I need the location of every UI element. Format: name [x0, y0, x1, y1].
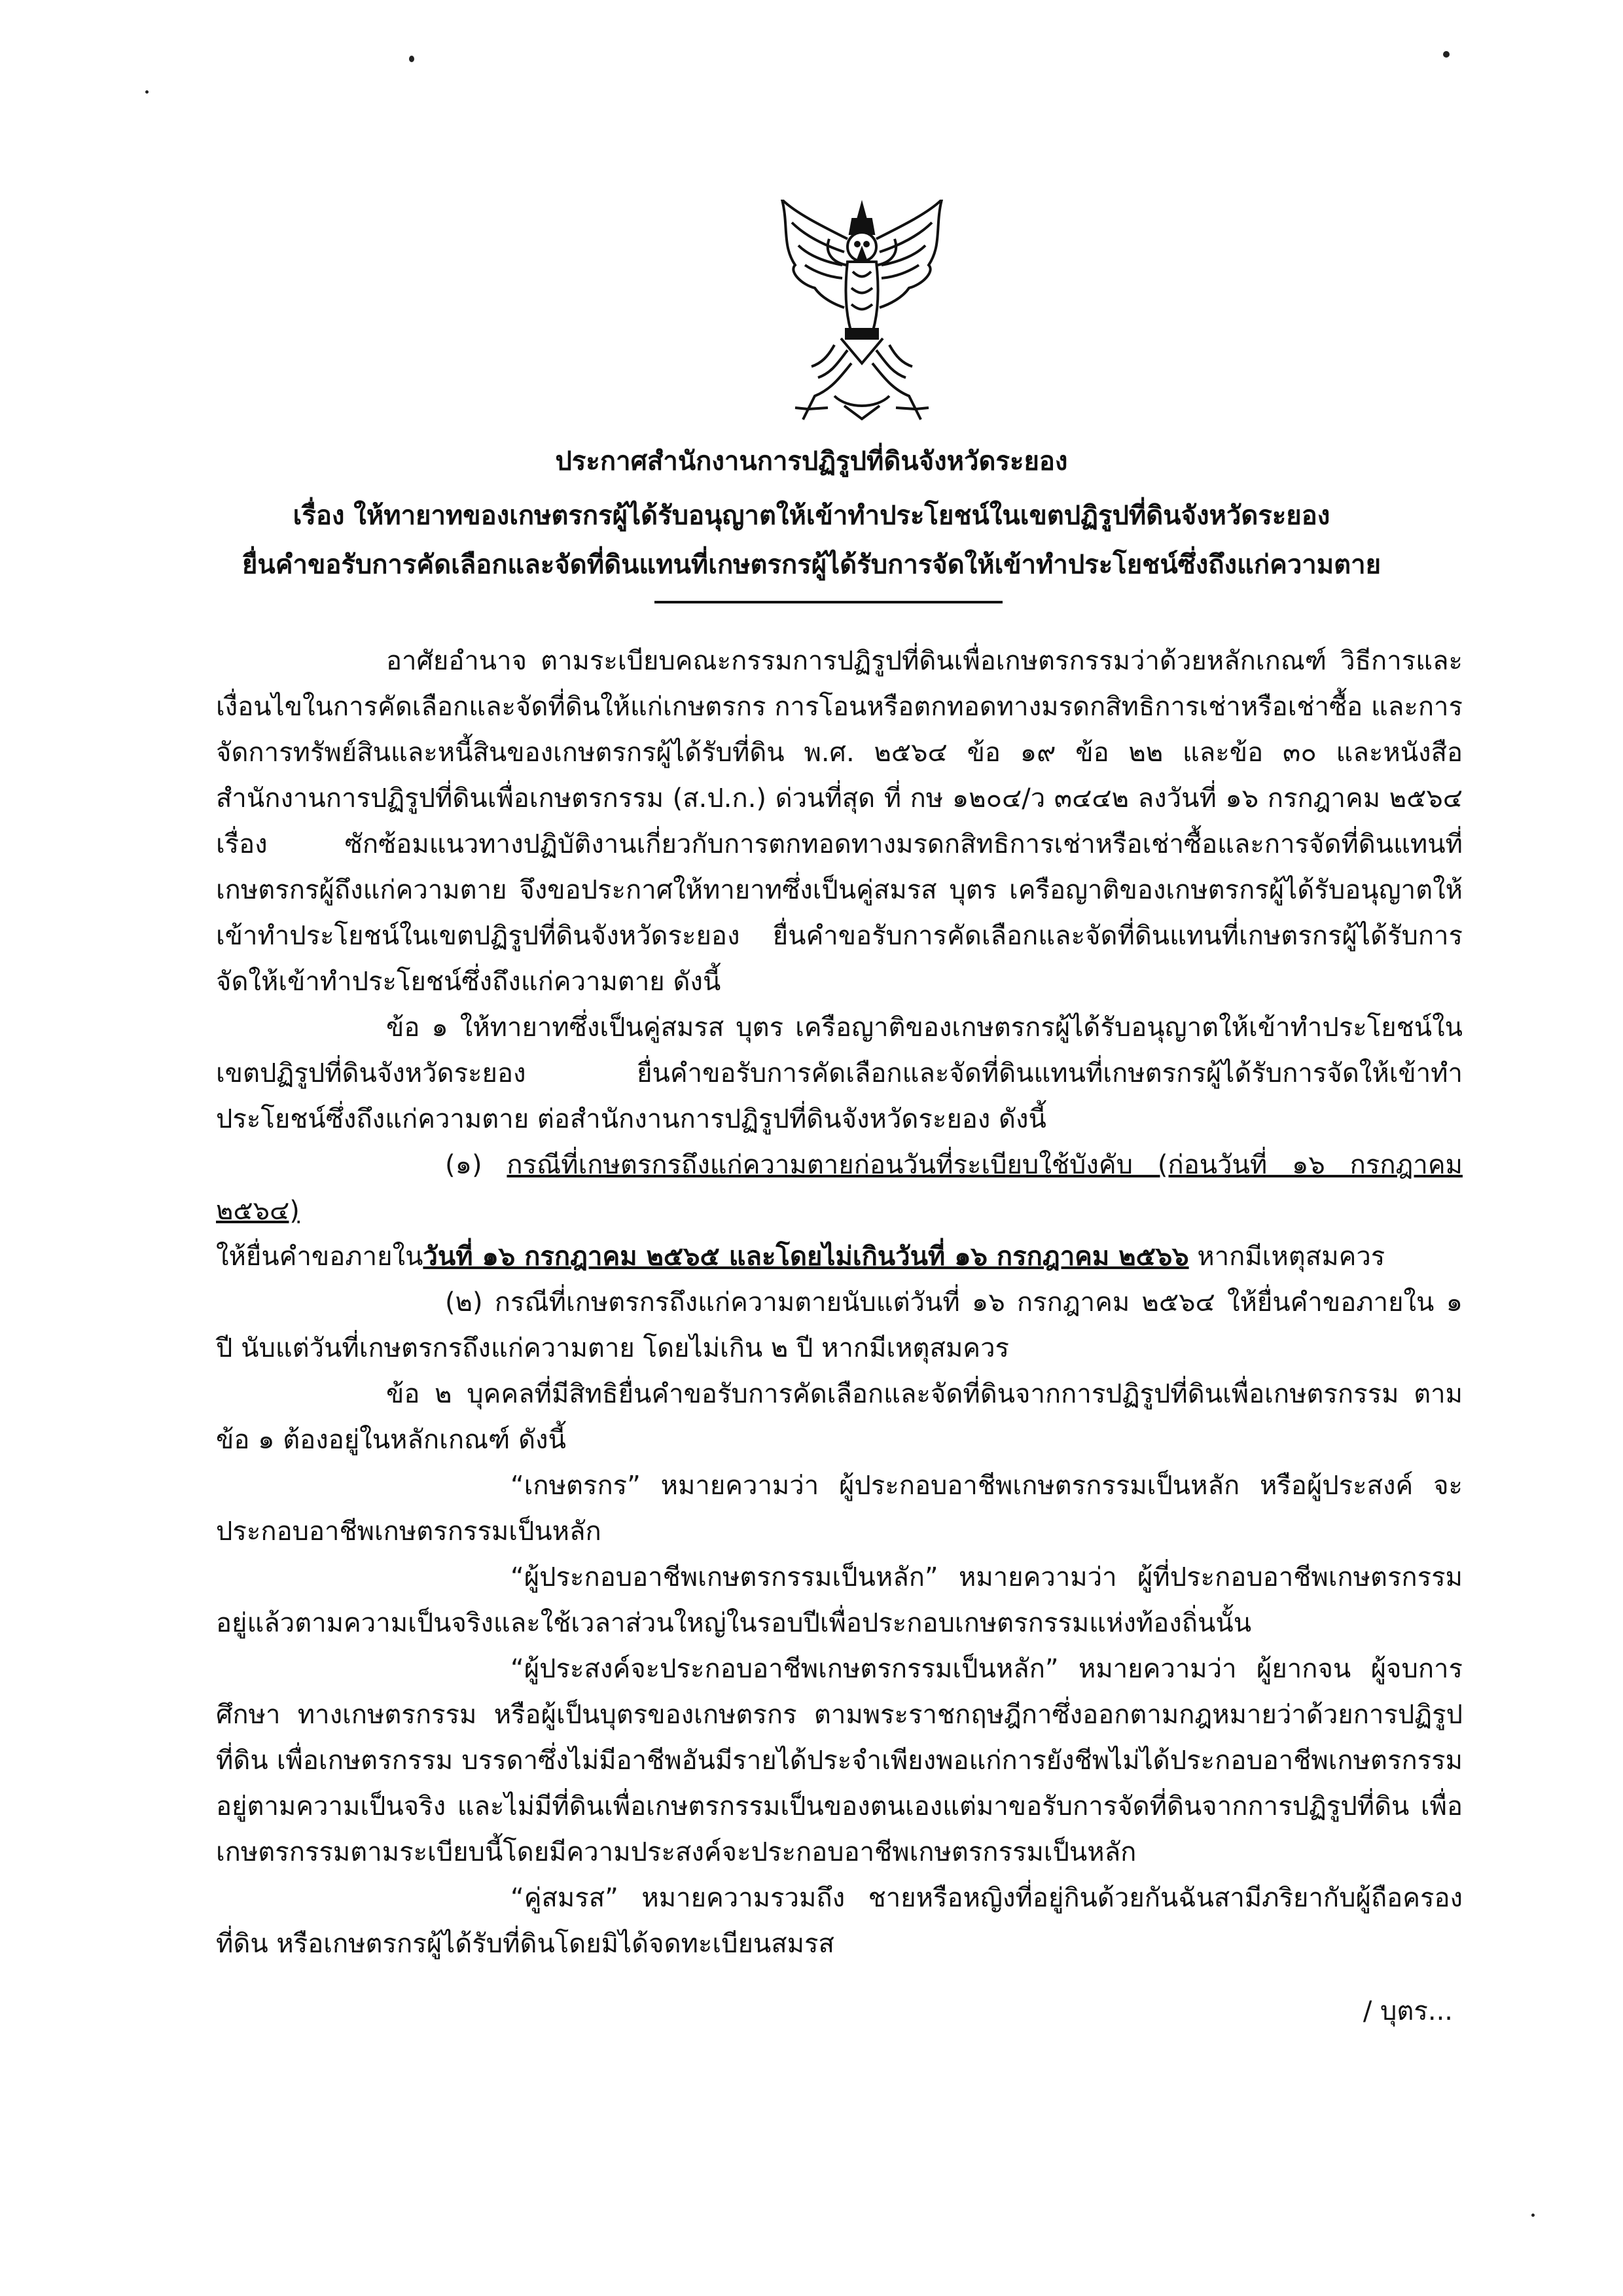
intro-paragraph: อาศัยอำนาจ ตามระเบียบคณะกรรมการปฏิรูปที่ดินเพื่อเกษตรกรรมว่าด้วยหลักเกณฑ์ วิธีการและเงื่อนไขในการคัดเลือกและจัดที่ดินให้แก่เกษตรกร การโอนหรือตกทอดทางมรดกสิทธิการเช่าหรือเช่าซื้อ และการจัดการทรัพย์สินและหนี้สินของเกษตรกรผู้ได้รับที่ดิน พ.ศ. ๒๕๖๔ ข้อ ๑๙ ข้อ ๒๒ และข้อ ๓๐ และหนังสือสำนักงานการปฏิรูปที่ดินเพื่อเกษตรกรรม (ส.ป.ก.) ด่วนที่สุด ที่ กษ ๑๒๐๔/ว ๓๔๔๒ ลงวันที่ ๑๖ กรกฎาคม ๒๕๖๔ เรื่อง ซักซ้อมแนวทางปฏิบัติงานเกี่ยวกับการตกทอดทางมรดกสิทธิการเช่าหรือเช่าซื้อและการจัดที่ดินแทนที่เกษตรกรผู้ถึงแก่ความตาย จึงขอประกาศให้ทายาทซึ่งเป็นคู่สมรส บุตร เครือญาติของเกษตรกรผู้ได้รับอนุญาตให้เข้าทำประโยชน์ในเขตปฏิรูปที่ดินจังหวัดระยอง ยื่นคำขอรับการคัดเลือกและจัดที่ดินแทนที่เกษตรกรผู้ได้รับการจัดให้เข้าทำประโยชน์ซึ่งถึงแก่ความตาย ดังนี้: [216, 646, 1463, 997]
case-1-deadline: [216, 1234, 1463, 1280]
continued-marker: / บุตร...: [1363, 1996, 1453, 2026]
scan-speck: [145, 90, 149, 94]
announcement-subject: เรื่อง ให้ทายาทของเกษตรกรผู้ได้รับอนุญาตให้เข้าทำประโยชน์ในเขตปฏิรูปที่ดินจังหวัดระยอง: [293, 501, 1330, 531]
title-divider: [654, 601, 1003, 603]
definition-intended-farmer: “ผู้ประสงค์จะประกอบอาชีพเกษตรกรรมเป็นหลัก” หมายความว่า ผู้ยากจน ผู้จบการศึกษา ทางเกษตรกรรม หรือผู้เป็นบุตรของเกษตรกร ตามพระราชกฤษฎีกาซึ่งออกตามกฎหมายว่าด้วยการปฏิรูปที่ดิน เพื่อเกษตรกรรม บรรดาซึ่งไม่มีอาชีพอันมีรายได้ประจำเพียงพอแก่การยังชีพไม่ได้ประกอบอาชีพเกษตรกรรม อยู่ตามความเป็นจริง และไม่มีที่ดินเพื่อเกษตรกรรมเป็นของตนเองแต่มาขอรับการจัดที่ดินจากการปฏิรูปที่ดิน เพื่อเกษตรกรรมตามระเบียบนี้โดยมีความประสงค์จะประกอบอาชีพเกษตรกรรมเป็นหลัก: [216, 1654, 1463, 1867]
garuda-emblem-icon: [769, 200, 955, 422]
definition-spouse: “คู่สมรส” หมายความรวมถึง ชายหรือหญิงที่อยู่กินด้วยกันฉันสามีภริยากับผู้ถือครองที่ดิน หรือเกษตรกรผู้ได้รับที่ดินโดยมิได้จดทะเบียนสมรส: [216, 1883, 1463, 1959]
clause-1-paragraph: ข้อ ๑ ให้ทายาทซึ่งเป็นคู่สมรส บุตร เครือญาติของเกษตรกรผู้ได้รับอนุญาตให้เข้าทำประโยชน์ในเขตปฏิรูปที่ดินจังหวัดระยอง ยื่นคำขอรับการคัดเลือกและจัดที่ดินแทนที่เกษตรกรผู้ได้รับการจัดให้เข้าทำประโยชน์ซึ่งถึงแก่ความตาย ต่อสำนักงานการปฏิรูปที่ดินจังหวัดระยอง ดังนี้: [216, 1013, 1463, 1134]
case-1-heading: [216, 1142, 1463, 1234]
case-1-prefix: ให้ยื่นคำขอภายใน: [216, 1242, 423, 1272]
case-1-number: (๑): [445, 1150, 482, 1180]
case-1-deadline-dates: วันที่ ๑๖ กรกฎาคม ๒๕๖๕ และโดยไม่เกินวันที่ ๑๖ กรกฎาคม ๒๕๖๖: [423, 1242, 1189, 1272]
scan-speck: [1443, 51, 1450, 58]
case-1-condition: กรณีที่เกษตรกรถึงแก่ความตายก่อนวันที่ระเบียบใช้บังคับ (ก่อนวันที่ ๑๖ กรกฎาคม ๒๕๖๔): [216, 1150, 1463, 1226]
definition-primary-farmer: “ผู้ประกอบอาชีพเกษตรกรรมเป็นหลัก” หมายความว่า ผู้ที่ประกอบอาชีพเกษตรกรรม อยู่แล้วตามความเป็นจริงและใช้เวลาส่วนใหญ่ในรอบปีเพื่อประกอบเกษตรกรรมแห่งท้องถิ่นนั้น: [216, 1562, 1463, 1638]
announcement-body: [216, 638, 1463, 1967]
announcement-subject-continued: ยื่นคำขอรับการคัดเลือกและจัดที่ดินแทนที่เกษตรกรผู้ได้รับการจัดให้เข้าทำประโยชน์ซึ่งถึงแก่ความตาย: [241, 550, 1382, 580]
scan-speck: [1531, 2214, 1535, 2217]
clause-2-paragraph: ข้อ ๒ บุคคลที่มีสิทธิยื่นคำขอรับการคัดเลือกและจัดที่ดินจากการปฏิรูปที่ดินเพื่อเกษตรกรรม ตามข้อ ๑ ต้องอยู่ในหลักเกณฑ์ ดังนี้: [216, 1379, 1463, 1455]
scan-speck: [409, 56, 414, 62]
definition-farmer: “เกษตรกร” หมายความว่า ผู้ประกอบอาชีพเกษตรกรรมเป็นหลัก หรือผู้ประสงค์ จะประกอบอาชีพเกษตรกรรมเป็นหลัก: [216, 1471, 1463, 1547]
announcement-title: ประกาศสำนักงานการปฏิรูปที่ดินจังหวัดระยอง: [555, 446, 1068, 476]
case-2-paragraph: (๒) กรณีที่เกษตรกรถึงแก่ความตายนับแต่วันที่ ๑๖ กรกฎาคม ๒๕๖๔ ให้ยื่นคำขอภายใน ๑ ปี นับแต่วันที่เกษตรกรถึงแก่ความตาย โดยไม่เกิน ๒ ปี หากมีเหตุสมควร: [216, 1287, 1463, 1363]
case-1-suffix: หากมีเหตุสมควร: [1188, 1242, 1385, 1272]
